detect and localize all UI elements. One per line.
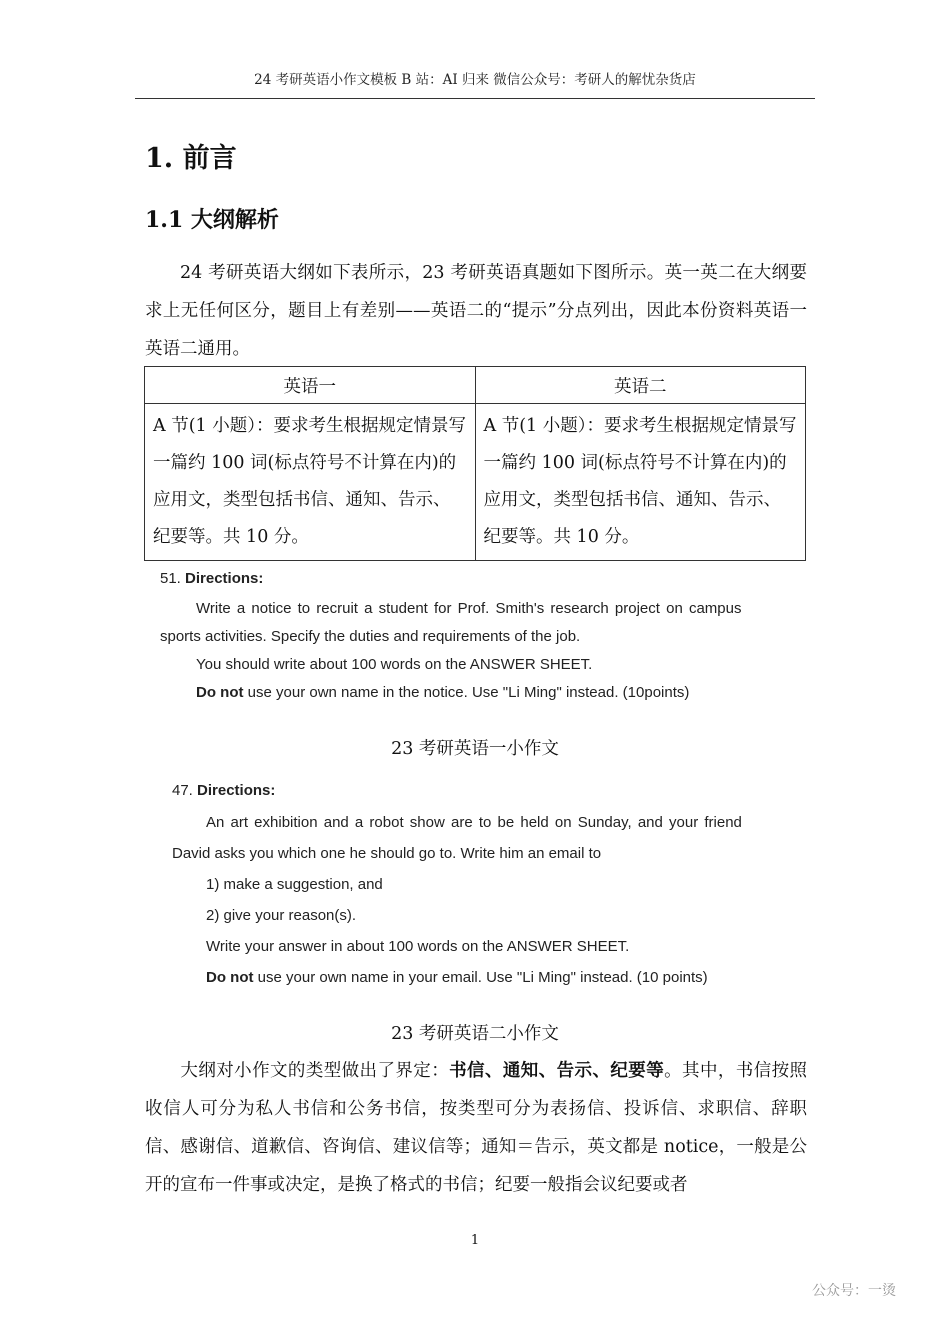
table-header-row [145, 367, 806, 404]
body-paragraph: 大纲对小作文的类型做出了界定：书信、通知、告示、纪要等。其中，书信按照收信人可分为私人书信和公务书信，按类型可分为表扬信、投诉信、求职信、辞职信、感谢信、道歉信、咨询信、建议信等；通知＝告示，英文都是 notice，一般是公开的宣布一件事或决定，是换了格式的书信；纪要一般指会议纪要或者 [145, 1061, 808, 1195]
intro-text: 24 考研英语大纲如下表所示，23 考研英语真题如下图所示。英一英二在大纲要求上无任何区分，题目上有差别——英语二的“提示”分点列出，因此本份资料英语一英语二通用。 [145, 263, 807, 359]
question-51-image [160, 570, 780, 710]
table-cell-english1: A 节(1 小题）：要求考生根据规定情景写一篇约 100 词(标点符号不计算在内)的应用文，类型包括书信、通知、告示、纪要等。共 10 分。 [145, 404, 476, 561]
figure-caption: 23 考研英语一小作文 [391, 739, 559, 759]
section-heading: 1. 前言 [145, 143, 237, 174]
question-51-line: Do not use your own name in the notice. Use "Li Ming" instead. (10points) [196, 684, 690, 701]
table-cell-english2: A 节(1 小题）：要求考生根据规定情景写一篇约 100 词(标点符号不计算在内)的应用文，类型包括书信、通知、告示、纪要等。共 10 分。 [475, 404, 806, 561]
page-number: 1 [470, 1233, 480, 1248]
table-header-english1: 英语一 [145, 367, 476, 404]
question-51-line: sports activities. Specify the duties and requirements of the job. [160, 628, 581, 645]
intro-paragraph [145, 254, 807, 368]
question-47-image [172, 780, 772, 1000]
question-47-line: 1) make a suggestion, and [206, 876, 383, 893]
bold-text: 书信、通知、告示、纪要等 [449, 1061, 665, 1081]
table-header-english2: 英语二 [475, 367, 806, 404]
question-47-line: Do not use your own name in your email. Use "Li Ming" instead. (10 points) [206, 969, 708, 986]
question-47-heading: 47. Directions: [172, 782, 276, 799]
question-47-line: 2) give your reason(s). [206, 907, 357, 924]
subsection-heading: 1.1 大纲解析 [145, 207, 279, 233]
header-rule [135, 98, 815, 99]
running-header: 24 考研英语小作文模板 B 站：AI 归来 微信公众号：考研人的解忧杂货店 [254, 72, 696, 88]
question-51-line: Write a notice to recruit a student for Prof. Smith's research project on campus [196, 600, 742, 617]
question-47-line: David asks you which one he should go to. Write him an email to [172, 845, 602, 862]
syllabus-table [144, 366, 806, 561]
table-row [145, 404, 806, 561]
question-51-heading: 51. Directions: [160, 570, 264, 587]
question-51-line: You should write about 100 words on the ANSWER SHEET. [196, 656, 593, 673]
watermark: 公众号：一烫 [812, 1283, 896, 1299]
question-47-line: Write your answer in about 100 words on the ANSWER SHEET. [206, 938, 630, 955]
question-47-line: An art exhibition and a robot show are to be held on Sunday, and your friend [206, 814, 742, 831]
figure-caption: 23 考研英语二小作文 [391, 1024, 559, 1044]
